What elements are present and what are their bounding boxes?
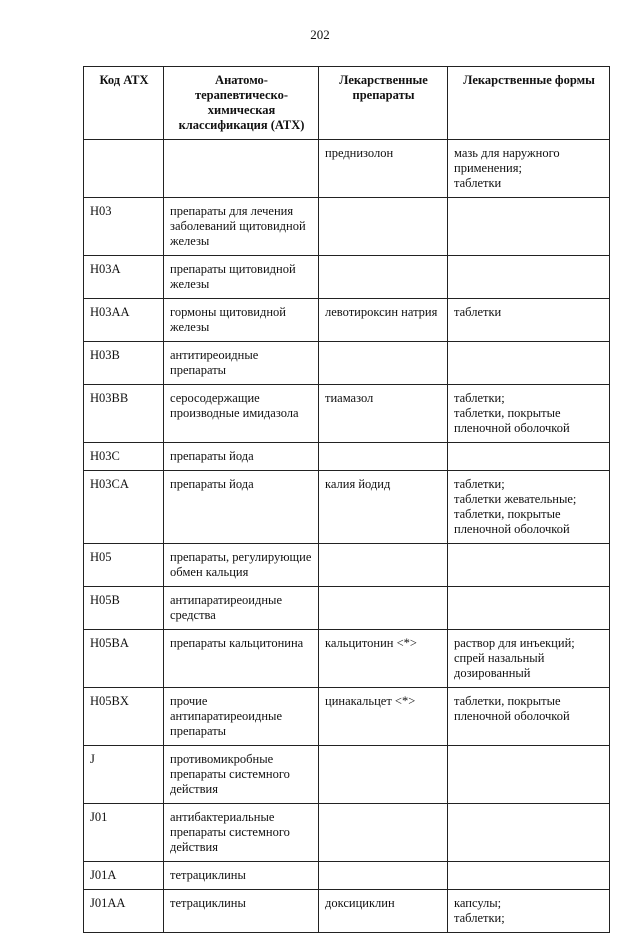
classification-cell <box>164 140 319 198</box>
classification-cell: препараты йода <box>164 471 319 544</box>
classification-cell: гормоны щитовидной железы <box>164 299 319 342</box>
drug-cell <box>319 198 448 256</box>
table-body <box>84 140 610 933</box>
header-drugs: Лекарственные препараты <box>319 67 448 140</box>
atx-code-cell: J <box>84 746 164 804</box>
dosage-form-cell <box>448 746 610 804</box>
drug-cell <box>319 544 448 587</box>
dosage-form-cell <box>448 198 610 256</box>
dosage-form-cell <box>448 256 610 299</box>
dosage-form-cell: таблетки <box>448 299 610 342</box>
classification-cell: серосодержащие производные имидазола <box>164 385 319 443</box>
classification-cell: тетрациклины <box>164 862 319 890</box>
classification-cell: антипаратиреоидные средства <box>164 587 319 630</box>
classification-cell: препараты кальцитонина <box>164 630 319 688</box>
dosage-form-cell: таблетки, покрытые пленочной оболочкой <box>448 688 610 746</box>
drug-cell: доксициклин <box>319 890 448 933</box>
table-row <box>84 140 610 198</box>
dosage-form-cell: таблетки; таблетки жевательные; таблетки, покрытые пленочной оболочкой <box>448 471 610 544</box>
classification-cell: препараты, регулирующие обмен кальция <box>164 544 319 587</box>
atx-code-cell: H03A <box>84 256 164 299</box>
dosage-form-cell: раствор для инъекций; спрей назальный дозированный <box>448 630 610 688</box>
dosage-form-cell <box>448 587 610 630</box>
classification-cell: прочие антипаратиреоидные препараты <box>164 688 319 746</box>
drug-cell: цинакальцет <*> <box>319 688 448 746</box>
classification-cell: антитиреоидные препараты <box>164 342 319 385</box>
table-row <box>84 587 610 630</box>
table-row <box>84 544 610 587</box>
table-row <box>84 443 610 471</box>
dosage-form-cell: таблетки; таблетки, покрытые пленочной оболочкой <box>448 385 610 443</box>
atx-code-cell: H05BA <box>84 630 164 688</box>
table-header-row <box>84 67 610 140</box>
table-row <box>84 746 610 804</box>
classification-cell: препараты йода <box>164 443 319 471</box>
classification-cell: препараты для лечения заболеваний щитовидной железы <box>164 198 319 256</box>
drug-cell <box>319 443 448 471</box>
dosage-form-cell: мазь для наружного применения; таблетки <box>448 140 610 198</box>
dosage-form-cell <box>448 443 610 471</box>
atx-code-cell: H05B <box>84 587 164 630</box>
atx-code-cell: H05BX <box>84 688 164 746</box>
classification-cell: препараты щитовидной железы <box>164 256 319 299</box>
drug-cell: левотироксин натрия <box>319 299 448 342</box>
table-row <box>84 862 610 890</box>
dosage-form-cell <box>448 862 610 890</box>
atx-code-cell: H03 <box>84 198 164 256</box>
header-dosage-forms: Лекарственные формы <box>448 67 610 140</box>
drug-cell <box>319 587 448 630</box>
drug-cell <box>319 804 448 862</box>
classification-cell: противомикробные препараты системного действия <box>164 746 319 804</box>
atx-code-cell: H03B <box>84 342 164 385</box>
drug-cell <box>319 746 448 804</box>
header-atx-code: Код АТХ <box>84 67 164 140</box>
classification-cell: антибактериальные препараты системного действия <box>164 804 319 862</box>
atx-code-cell: H03CA <box>84 471 164 544</box>
table-row <box>84 198 610 256</box>
table-row <box>84 688 610 746</box>
table-row <box>84 630 610 688</box>
drug-cell <box>319 342 448 385</box>
table-row <box>84 342 610 385</box>
drug-cell: преднизолон <box>319 140 448 198</box>
table-row <box>84 299 610 342</box>
atx-code-cell <box>84 140 164 198</box>
table-row <box>84 890 610 933</box>
table-row <box>84 471 610 544</box>
atx-code-cell: H03AA <box>84 299 164 342</box>
drug-cell <box>319 256 448 299</box>
drug-cell: калия йодид <box>319 471 448 544</box>
classification-cell: тетрациклины <box>164 890 319 933</box>
atx-code-cell: J01A <box>84 862 164 890</box>
drug-cell: тиамазол <box>319 385 448 443</box>
dosage-form-cell <box>448 544 610 587</box>
atx-code-cell: J01 <box>84 804 164 862</box>
atx-drug-table <box>83 66 610 933</box>
header-classification: Анатомо- терапевтическо- химическая классификация (АТХ) <box>164 67 319 140</box>
atx-code-cell: H03BB <box>84 385 164 443</box>
atx-code-cell: H03C <box>84 443 164 471</box>
table-row <box>84 804 610 862</box>
dosage-form-cell <box>448 804 610 862</box>
atx-code-cell: J01AA <box>84 890 164 933</box>
table-row <box>84 385 610 443</box>
dosage-form-cell: капсулы; таблетки; <box>448 890 610 933</box>
page-number: 202 <box>310 27 330 42</box>
drug-cell <box>319 862 448 890</box>
dosage-form-cell <box>448 342 610 385</box>
atx-code-cell: H05 <box>84 544 164 587</box>
table-row <box>84 256 610 299</box>
drug-cell: кальцитонин <*> <box>319 630 448 688</box>
